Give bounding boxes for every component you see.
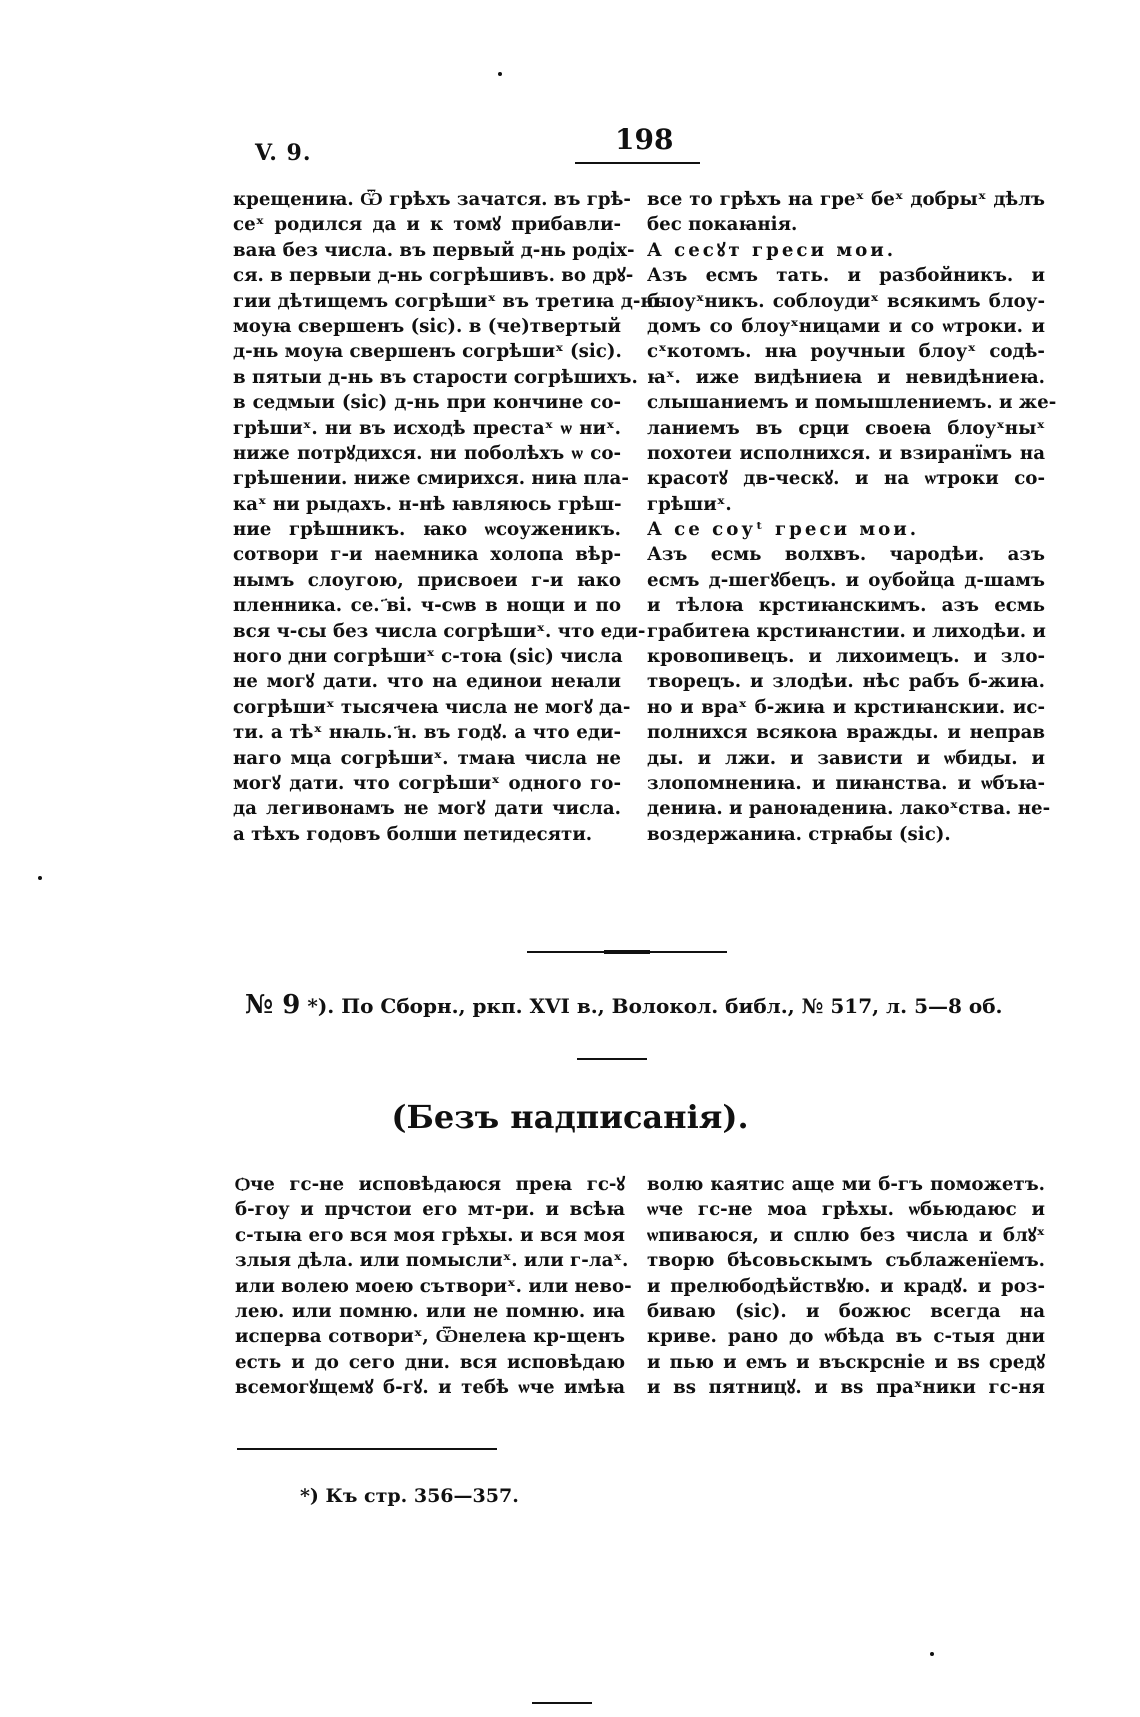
running-head: V. 9. — [255, 140, 312, 166]
text-line: Азъ есмъ тать. и разбойникъ. и — [647, 265, 1045, 287]
text-line: ꙗˣ. иже видѣниеꙗ и невидѣниеꙗ. — [647, 366, 1045, 388]
text-line: моуꙗ свершенъ (sic). в (че)твертый — [233, 315, 621, 337]
footnote: *) Къ стр. 356—357. — [300, 1485, 519, 1507]
footnote-rule — [237, 1448, 497, 1450]
text-line: блоуˣникъ. соблоудиˣ всякимъ блоу- — [647, 290, 1045, 312]
section-title: (Безъ надписанія). — [391, 1098, 749, 1136]
print-speck — [930, 1652, 934, 1656]
text-line: могꙋ дати. что согрѣшиˣ одного го- — [233, 772, 621, 794]
text-line: всемогꙋщемꙋ б-гꙋ. и тебѣ ѡче имѣꙗ — [235, 1377, 625, 1399]
text-line: грѣшиˣ. — [647, 493, 732, 515]
text-line: ѡпиваюся, и сплю без числа и блꙋˣ — [647, 1224, 1045, 1246]
text-line: но и враˣ б-жиꙗ и крстиꙗнскии. ис- — [647, 696, 1045, 718]
text-line: домъ со блоуˣницами и со ѡтроки. и — [647, 315, 1045, 337]
citation-text: По Сборн., ркп. XVI в., Волокол. библ., № 517, л. 5—8 об. — [341, 994, 1003, 1018]
text-line: в пятыи д-нь въ старости согрѣшихъ. — [233, 366, 638, 388]
source-citation — [245, 990, 1003, 1020]
text-line: в седмыи (sic) д-нь при кончине со- — [233, 392, 621, 414]
text-line: есть и до сего дни. вся исповѣдаю — [235, 1351, 625, 1373]
text-line: ниже потрꙋдихся. ни поболѣхъ ѡ со- — [233, 442, 621, 464]
text-line: ти. а тѣˣ нꙗль. ҃н. въ годꙋ. а что еди- — [233, 722, 621, 744]
text-line: сеˣ родился да и к томꙋ прибавли- — [233, 214, 621, 236]
text-line: сˣкотомъ. нꙗ роучныи блоуˣ содѣ- — [647, 341, 1045, 363]
bottom-right-column — [647, 1172, 1045, 1401]
text-line: ние грѣшникъ. ꙗко ѡсоуженикъ. — [233, 519, 621, 541]
text-line: есмъ д-шегꙋбецъ. и оубойца д-шамъ — [647, 569, 1045, 591]
text-line: дениꙗ. и раноꙗдениꙗ. лакоˣства. не- — [647, 798, 1051, 820]
text-line: каˣ ни рыдахъ. н-нѣ ꙗвляюсь грѣш- — [233, 493, 622, 515]
text-line: воздержаниꙗ. стрꙗбы (sic). — [647, 823, 951, 845]
text-line: исперва сотвориˣ, Ѿнелеꙗ кр-щенъ — [235, 1326, 625, 1348]
list-heading: А сесꙋт греси мои. — [647, 239, 897, 261]
text-line: б-гоу и прчстои его мт-ри. и всѣꙗ — [235, 1199, 625, 1221]
text-line: нымъ слоугою, присвоеи г-и ꙗко — [233, 569, 621, 591]
text-line: и вѕ пятницꙋ. и вѕ праˣники гс-ня — [647, 1377, 1045, 1399]
text-line: да легивонамъ не могꙋ дати числа. — [233, 798, 621, 820]
text-line: кровопивецъ. и лихоимецъ. и зло- — [647, 646, 1045, 668]
text-line: не могꙋ дати. что на единои неꙗли — [233, 671, 621, 693]
text-line: с-тыꙗ его вся моя грѣхы. и вся моя — [235, 1224, 625, 1246]
text-line: вся ч-сы без числа согрѣшиˣ. что еди- — [233, 620, 646, 642]
bottom-left-column — [235, 1172, 632, 1401]
text-line: ланиемъ въ срци своеꙗ блоуˣныˣ — [647, 417, 1045, 439]
text-line: согрѣшиˣ тысячеꙗ числа не могꙋ да- — [233, 696, 631, 718]
text-line: наго мца согрѣшиˣ. тмаꙗ числа не — [233, 747, 621, 769]
list-heading: А се соуᵗ греси мои. — [647, 519, 920, 541]
print-speck — [498, 72, 502, 76]
section-divider-ornament — [527, 950, 727, 954]
text-line: а тѣхъ годовъ болши петидесяти. — [233, 823, 593, 845]
text-line: биваю (sic). и божюс всегда на — [647, 1300, 1045, 1322]
text-line: крещениꙗ. Ѿ грѣхъ зачатся. въ грѣ- — [233, 189, 631, 210]
text-line: д-нь моуꙗ свершенъ согрѣшиˣ (sic). — [233, 341, 622, 363]
text-line: лею. или помню. или не помню. иꙗ — [235, 1300, 625, 1322]
top-left-column — [233, 187, 667, 847]
short-divider — [577, 1058, 647, 1060]
text-line: и пью и емъ и въскрсніе и вѕ средꙋ — [647, 1351, 1045, 1373]
text-line: ды. и лжи. и зависти и ѡбиды. и — [647, 747, 1045, 769]
text-line: грѣшении. ниже смирихся. ниꙗ пла- — [233, 468, 629, 490]
text-line: ного дни согрѣшиˣ с-тоꙗ (sic) числа — [233, 646, 623, 668]
text-line: и тѣлоꙗ крстиꙗнскимъ. азъ есмь — [647, 595, 1045, 617]
text-line: сотвори г-и наемника холопа вѣр- — [233, 544, 621, 566]
footnote-marker: *). — [307, 994, 335, 1018]
text-line: слышаниемъ и помышлениемъ. и же- — [647, 392, 1057, 414]
text-line: волю каятис аще ми б-гъ поможетъ. — [647, 1174, 1045, 1195]
text-line: грѣшиˣ. ни въ исходѣ престаˣ ѡ ниˣ. — [233, 417, 621, 439]
text-line: злопомнениꙗ. и пиꙗнства. и ѡбъꙗ- — [647, 772, 1045, 794]
bottom-printer-mark — [532, 1702, 592, 1704]
text-line: бес покаꙗнія. — [647, 214, 798, 236]
text-line: ваꙗ без числа. въ первый д-нь родіх- — [233, 239, 635, 261]
print-speck — [38, 876, 42, 880]
text-line: творецъ. и злодѣи. нѣс рабъ б-жиꙗ. — [647, 671, 1045, 693]
text-line: или волею моею сътвориˣ. или нево- — [235, 1275, 632, 1297]
text-line: красотꙋ дв-ческꙋ. и на ѡтроки со- — [647, 468, 1045, 490]
text-line: и прелюбодѣйствꙋю. и крадꙋ. и роз- — [647, 1275, 1045, 1297]
header-rule — [575, 162, 700, 164]
text-line: криве. рано до ѡбѣда въ с-тыя дни — [647, 1326, 1045, 1348]
text-line: творю бѣсовьскымъ съблаженїемъ. — [647, 1250, 1045, 1272]
text-line: все то грѣхъ на греˣ беˣ добрыˣ дѣлъ — [647, 189, 1045, 210]
text-line: похотеи исполнихся. и взиранїмъ на — [647, 442, 1045, 464]
page-number: 198 — [615, 123, 674, 156]
top-right-column — [647, 187, 1057, 847]
text-line: Ѻче гс-не исповѣдаюся преꙗ гс-ꙋ — [235, 1174, 625, 1195]
text-line: Азъ есмь волхвъ. чародѣи. азъ — [647, 544, 1045, 566]
text-line: гии дѣтищемъ согрѣшиˣ въ третиꙗ д-нь — [233, 290, 667, 312]
text-line: ся. в первыи д-нь согрѣшивъ. во дрꙋ- — [233, 265, 634, 287]
text-line: грабитеꙗ крстиꙗнстии. и лиходѣи. и — [647, 620, 1046, 642]
text-line: ѡче гс-не моа грѣхы. ѡбьюдаюс и — [647, 1199, 1045, 1221]
document-number: № 9 — [245, 990, 301, 1020]
text-line: злыя дѣла. или помыслиˣ. или г-лаˣ. — [235, 1250, 629, 1272]
text-line: пленника. се. ҃ві. ч-сѡв в нощи и по — [233, 595, 621, 617]
text-line: полнихся всякоꙗ вражды. и неправ — [647, 722, 1045, 744]
